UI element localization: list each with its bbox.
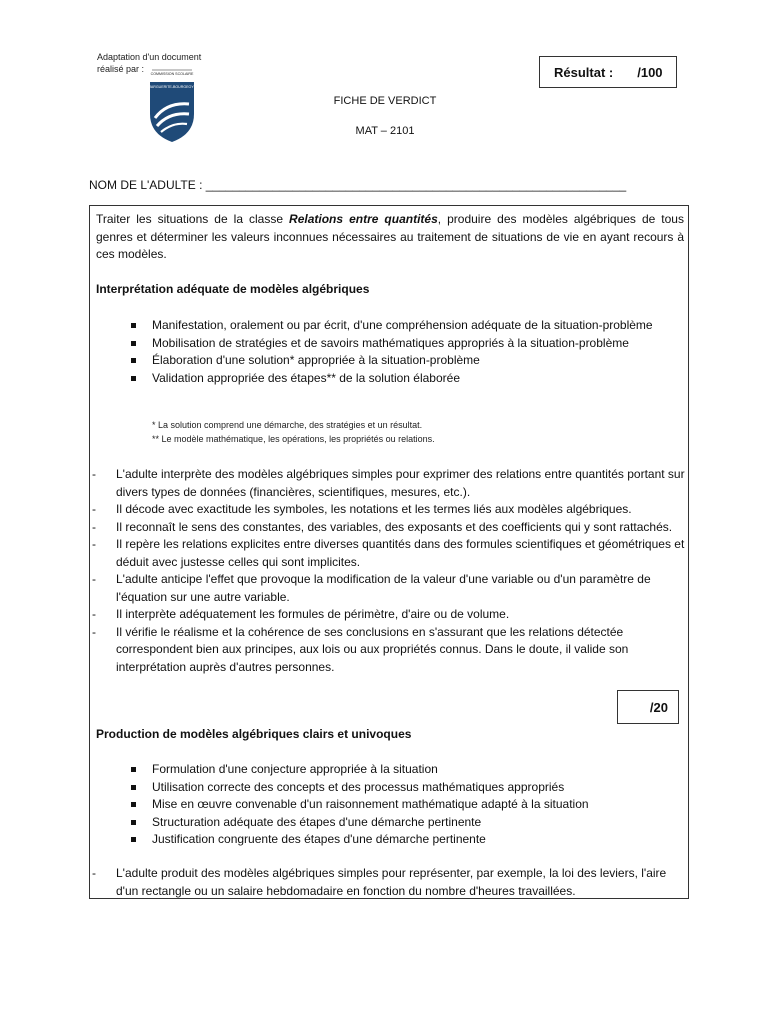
- section-1-heading: Interprétation adéquate de modèles algébriques: [96, 282, 370, 296]
- section-2-criteria: [92, 865, 687, 900]
- list-item: Formulation d'une conjecture appropriée à la situation: [131, 761, 661, 779]
- course-code: MAT – 2101: [355, 125, 415, 137]
- list-item: Mise en œuvre convenable d'un raisonnement mathématique adapté à la situation: [131, 796, 661, 814]
- list-item: - Il reconnaît le sens des constantes, des variables, des exposants et des coefficients qui y sont rattachés.: [92, 519, 687, 537]
- list-item: - L'adulte produit des modèles algébriques simples pour représenter, par exemple, la loi des leviers, l'aire d'un rectangle ou un salaire hebdomadaire en fonction du nombre d'heures travaillées.: [92, 865, 687, 900]
- list-item: - L'adulte interprète des modèles algébriques simples pour exprimer des relations entre quantités portant sur divers types de données (financières, scientifiques, mesures, etc.).: [92, 466, 687, 501]
- list-item: - Il interprète adéquatement les formules de périmètre, d'aire ou de volume.: [92, 606, 687, 624]
- logo-text-top: COMMISSION SCOLAIRE: [150, 72, 194, 76]
- footnote-solution: * La solution comprend une démarche, des stratégies et un résultat.: [152, 420, 423, 430]
- intro-paragraph: [96, 211, 684, 264]
- adaptation-line-2: réalisé par :: [97, 64, 145, 74]
- intro-part-1: Traiter les situations de la classe: [96, 212, 290, 226]
- list-item: Structuration adéquate des étapes d'une démarche pertinente: [131, 814, 661, 832]
- section-2-bullets: [131, 761, 661, 849]
- list-item: Justification congruente des étapes d'une démarche pertinente: [131, 831, 661, 849]
- adult-name-line: NOM DE L'ADULTE : _______________________________________________________________: [89, 178, 627, 192]
- list-item: Mobilisation de stratégies et de savoirs mathématiques appropriés à la situation-problème: [131, 335, 661, 353]
- section-1-criteria: [92, 466, 687, 676]
- list-item: Élaboration d'une solution* appropriée à la situation-problème: [131, 352, 661, 370]
- footnote-model: ** Le modèle mathématique, les opérations, les propriétés ou relations.: [152, 434, 435, 444]
- list-item: - Il décode avec exactitude les symboles, les notations et les termes liés aux modèles algébriques.: [92, 501, 687, 519]
- result-box: [539, 56, 677, 88]
- section-1-score: /20: [649, 699, 668, 715]
- list-item: Manifestation, oralement ou par écrit, d'une compréhension adéquate de la situation-problème: [131, 317, 661, 335]
- list-item: Utilisation correcte des concepts et des processus mathématiques appropriés: [131, 779, 661, 797]
- list-item: Validation appropriée des étapes** de la solution élaborée: [131, 370, 661, 388]
- page-title: FICHE DE VERDICT: [333, 95, 437, 107]
- list-item: - L'adulte anticipe l'effet que provoque la modification de la valeur d'une variable ou d'un paramètre de l'équation sur une autre variable.: [92, 571, 687, 606]
- adaptation-line-1: Adaptation d'un document: [97, 52, 202, 62]
- intro-part-2: , produire des modèles algébriques de tous genres et déterminer les valeurs inconnues nécessaires au traitement de situations de vie en ayant recours à ces modèles.: [96, 212, 684, 261]
- logo-text-name: MARGUERITE-BOURGEOYS: [147, 85, 197, 89]
- list-item: - Il repère les relations explicites entre diverses quantités dans des formules scientifiques et géométriques et déduit avec justesse celles qui sont implicites.: [92, 536, 687, 571]
- section-2-heading: Production de modèles algébriques clairs et univoques: [96, 727, 412, 741]
- intro-emphasis: Relations entre quantités: [289, 212, 438, 226]
- section-1-bullets: [131, 317, 661, 387]
- result-label: Résultat :: [554, 64, 614, 80]
- list-item: - Il vérifie le réalisme et la cohérence de ses conclusions en s'assurant que les relations détectée correspondent bien aux principes, aux lois ou aux propriétés connus. Dans le doute, il valide son interprétation auprès d'autres personnes.: [92, 624, 687, 677]
- result-score: /100: [637, 64, 663, 80]
- section-1-score-box: [617, 690, 679, 724]
